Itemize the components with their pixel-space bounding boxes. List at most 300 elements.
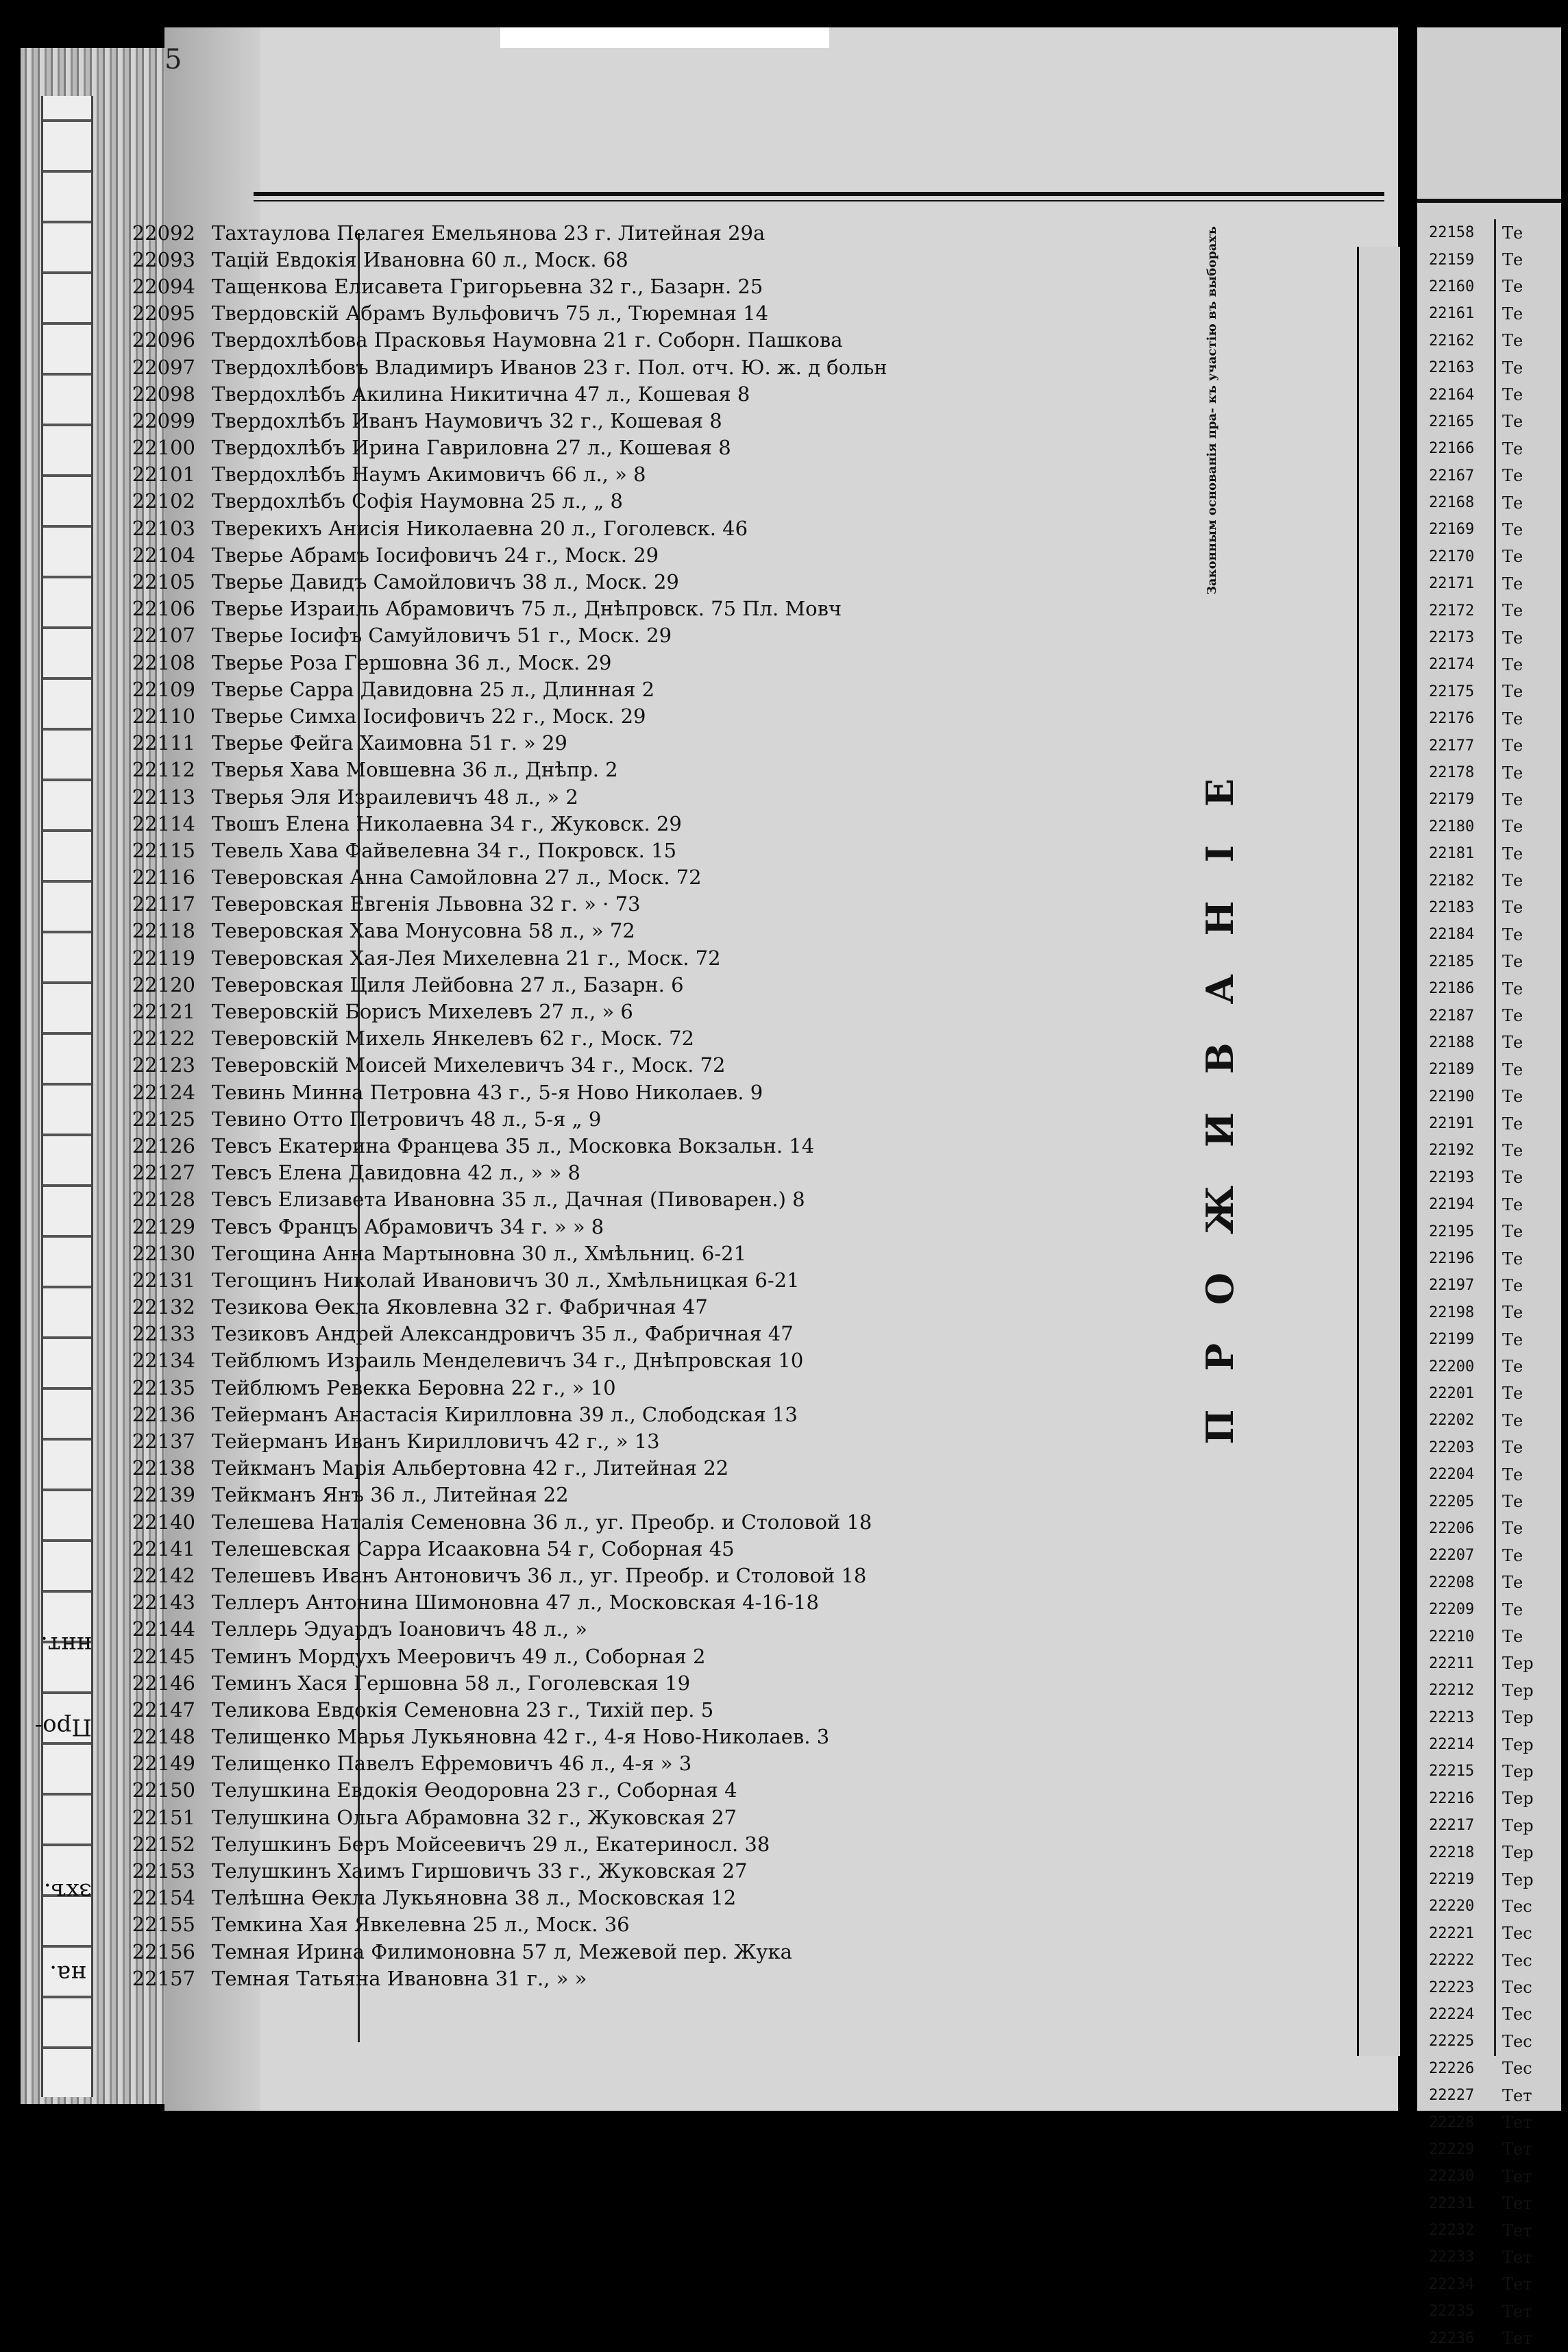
- entry-text: Твердохлѣбовъ Владимиръ Иванов 23 г. Пол. отч. Ю. ж. д больн: [212, 355, 887, 379]
- adjacent-entry: [1429, 273, 1534, 300]
- entry-text: Тверье Абрамъ Іосифовичъ 24 г., Моск. 29: [212, 543, 659, 567]
- entry-text: Те: [1502, 709, 1523, 728]
- entry-text: Телищенко Павелъ Ефремовичъ 46 л., 4-я » 3: [212, 1752, 692, 1776]
- entry-text: Те: [1502, 1114, 1523, 1134]
- register-entry: [103, 354, 887, 380]
- entry-text: Тер: [1502, 1789, 1534, 1809]
- adjacent-entry: [1429, 1758, 1534, 1785]
- register-entry: [103, 1669, 887, 1696]
- entry-number: 22229: [1429, 2140, 1475, 2158]
- entry-text: Тверье Сарра Давидовна 25 л., Длинная 2: [212, 677, 655, 701]
- entry-number: 22221: [1429, 1924, 1475, 1942]
- register-entry: [103, 541, 887, 568]
- register-entry: [103, 1724, 887, 1750]
- entry-number: 22127: [132, 1161, 195, 1185]
- entry-text: Темная Ирина Филимоновна 57 л, Межевой пер. Жука: [212, 1939, 792, 1963]
- entry-number: 22094: [132, 274, 195, 298]
- register-entry: [103, 1911, 887, 1938]
- entry-number: 22132: [132, 1295, 195, 1319]
- entry-number: 22173: [1429, 629, 1475, 647]
- entry-number: 22166: [1429, 440, 1475, 458]
- entry-text: Те: [1502, 1087, 1523, 1107]
- entry-number: 22124: [132, 1080, 195, 1104]
- entry-text: Тевсъ Елизавета Ивановна 35 л., Дачная (Пивоварен.) 8: [212, 1188, 805, 1212]
- entry-number: 22196: [1429, 1250, 1475, 1268]
- entry-number: 22230: [1429, 2168, 1475, 2185]
- entry-number: 22236: [1429, 2329, 1475, 2347]
- entry-number: 22220: [1429, 1898, 1475, 1915]
- adjacent-entry: [1429, 2163, 1534, 2190]
- entry-text: Те: [1502, 519, 1523, 539]
- entry-text: Тегощина Анна Мартыновна 30 л., Хмѣльниц. 6-21: [212, 1241, 747, 1265]
- register-entry: [103, 757, 887, 783]
- adjacent-entry: [1429, 354, 1534, 381]
- entry-text: Твошъ Елена Николаевна 34 г., Жуковск. 29: [212, 811, 682, 835]
- entry-text: Те: [1502, 682, 1523, 702]
- register-entry: [103, 461, 887, 488]
- entry-text: Те: [1502, 628, 1523, 648]
- adjacent-entry: [1429, 1623, 1534, 1650]
- entry-number: 22176: [1429, 710, 1475, 728]
- edge-fragment: Про-: [34, 1713, 92, 1741]
- fore-edge-strip: [34, 96, 93, 2097]
- adjacent-entry: [1429, 732, 1534, 759]
- entry-number: 22135: [132, 1375, 195, 1399]
- adjacent-entry: [1429, 1731, 1534, 1758]
- register-entry: [103, 1132, 887, 1159]
- entry-number: 22168: [1429, 494, 1475, 512]
- register-entry: [103, 1347, 887, 1374]
- adjacent-entry: [1429, 1299, 1534, 1326]
- adjacent-entry: [1429, 1326, 1534, 1353]
- entry-number: 22178: [1429, 764, 1475, 781]
- entry-number: 22140: [132, 1510, 195, 1534]
- entry-text: Тевсъ Екатерина Францева 35 л., Московка Вокзальн. 14: [212, 1134, 815, 1157]
- entry-number: 22116: [132, 866, 195, 890]
- entry-text: Тевинь Минна Петровна 43 г., 5-я Ново Николаев. 9: [212, 1080, 763, 1104]
- register-entry: [103, 1052, 887, 1079]
- adjacent-entry: [1429, 1542, 1534, 1569]
- entry-text: Теверовская Евгенія Львовна 32 г. » · 73: [212, 892, 641, 916]
- entry-text: Тейблюмъ Ревекка Беровна 22 г., » 10: [212, 1375, 616, 1399]
- entry-number: 22226: [1429, 2059, 1475, 2077]
- adjacent-entry: [1429, 435, 1534, 462]
- entry-text: Теллеръ Антонина Шимоновна 47 л., Московская 4-16-18: [212, 1591, 819, 1615]
- entry-text: Теверовскій Борисъ Михелевъ 27 л., » 6: [212, 1000, 633, 1024]
- adjacent-entry: [1429, 2028, 1534, 2055]
- entry-number: 22141: [132, 1536, 195, 1560]
- entry-number: 22154: [132, 1886, 195, 1910]
- entry-text: Тезикова Ѳекла Яковлевна 32 г. Фабричная 47: [212, 1295, 708, 1319]
- adjacent-entry: [1429, 1434, 1534, 1461]
- entry-number: 22092: [132, 221, 195, 245]
- entry-text: Тер: [1502, 1735, 1534, 1754]
- adjacent-entry: [1429, 1218, 1534, 1245]
- adjacent-entry: [1429, 219, 1534, 246]
- entry-text: Твердохлѣбъ Наумъ Акимовичъ 66 л., » 8: [212, 463, 646, 487]
- entry-number: 22234: [1429, 2275, 1475, 2293]
- entry-text: Твердохлѣбова Прасковья Наумовна 21 г. Соборн. Пашкова: [212, 328, 843, 352]
- entry-text: Те: [1502, 412, 1523, 432]
- entry-number: 22143: [132, 1591, 195, 1615]
- adjacent-entry: [1429, 1407, 1534, 1434]
- adjacent-entry: [1429, 1110, 1534, 1137]
- entry-number: 22225: [1429, 2033, 1475, 2050]
- entry-number: 22150: [132, 1778, 195, 1802]
- entry-text: Тацій Евдокія Ивановна 60 л., Моск. 68: [212, 247, 628, 271]
- entry-text: Тевель Хава Файвелевна 34 г., Покровск. 15: [212, 838, 677, 862]
- register-entry: [103, 864, 887, 891]
- adjacent-entry: [1429, 597, 1534, 624]
- entry-text: Телешева Наталія Семеновна 36 л., уг. Преобр. и Столовой 18: [212, 1510, 872, 1534]
- entry-number: 22219: [1429, 1871, 1475, 1889]
- entry-number: 22138: [132, 1456, 195, 1480]
- register-entry: [103, 810, 887, 837]
- entry-number: 22131: [132, 1268, 195, 1292]
- entry-text: Твердохлѣбъ Акилина Никитична 47 л., Кошевая 8: [212, 382, 750, 406]
- entry-text: Тверье Фейга Хаимовна 51 г. » 29: [212, 731, 567, 755]
- entry-text: Те: [1502, 1195, 1523, 1214]
- entry-text: Те: [1502, 1006, 1523, 1026]
- register-entry: [103, 1643, 887, 1669]
- entry-number: 22202: [1429, 1412, 1475, 1430]
- entry-number: 22200: [1429, 1358, 1475, 1375]
- entry-number: 22105: [132, 570, 195, 594]
- adjacent-entry: [1429, 2082, 1534, 2109]
- entry-text: Телушкинъ Беръ Мойсеевичъ 29 л., Екатериносл. 38: [212, 1832, 770, 1856]
- entry-text: Тверья Эля Израилевичъ 48 л., » 2: [212, 785, 578, 809]
- entry-text: Тейкманъ Янъ 36 л., Литейная 22: [212, 1483, 569, 1507]
- entry-text: Тет: [1502, 2166, 1532, 2186]
- entry-text: Те: [1502, 924, 1523, 944]
- adjacent-entry: [1429, 1029, 1534, 1056]
- entry-text: Те: [1502, 1033, 1523, 1053]
- header-rule: [254, 192, 1384, 196]
- entry-number: 22233: [1429, 2249, 1475, 2266]
- entry-number: 22134: [132, 1349, 195, 1373]
- register-entry: [103, 998, 887, 1025]
- entry-number: 22117: [132, 892, 195, 916]
- entry-number: 22228: [1429, 2114, 1475, 2131]
- entry-text: Те: [1502, 547, 1523, 567]
- entry-number: 22180: [1429, 818, 1475, 835]
- register-entry: [103, 1535, 887, 1562]
- adjacent-entry: [1429, 1353, 1534, 1380]
- adjacent-entry: [1429, 1461, 1534, 1488]
- adjacent-entry: [1429, 300, 1534, 327]
- register-entry: [103, 568, 887, 595]
- entry-number: 22182: [1429, 872, 1475, 890]
- entry-number: 22169: [1429, 521, 1475, 539]
- entry-number: 22146: [132, 1671, 195, 1695]
- register-entry: [103, 622, 887, 649]
- entry-text: Теминъ Мордухъ Мееровичъ 49 л., Соборная 2: [212, 1644, 706, 1668]
- entry-text: Твердохлѣбъ Ирина Гавриловна 27 л., Кошевая 8: [212, 436, 731, 460]
- register-entry: [103, 1213, 887, 1240]
- entry-number: 22130: [132, 1241, 195, 1265]
- entry-number: 22125: [132, 1107, 195, 1131]
- entry-number: 22231: [1429, 2194, 1475, 2212]
- register-entry: [103, 1294, 887, 1321]
- entry-text: Те: [1502, 1600, 1523, 1619]
- register-entry: [103, 1186, 887, 1213]
- adjacent-entry: [1429, 1083, 1534, 1110]
- entry-number: 22137: [132, 1430, 195, 1454]
- entry-text: Те: [1502, 1168, 1523, 1188]
- entry-number: 22152: [132, 1832, 195, 1856]
- entry-number: 22193: [1429, 1168, 1475, 1186]
- entry-text: Те: [1502, 493, 1523, 513]
- side-column-title: ПРОЖИВАНІЕ: [1198, 740, 1242, 1445]
- entry-text: Те: [1502, 844, 1523, 863]
- entry-text: Те: [1502, 763, 1523, 783]
- entry-number: 22144: [132, 1617, 195, 1641]
- edge-fragment: ннт.: [40, 1631, 92, 1658]
- entry-text: Тер: [1502, 1815, 1534, 1835]
- entry-number: 22155: [132, 1913, 195, 1937]
- entry-number: 22161: [1429, 305, 1475, 323]
- entry-number: 22120: [132, 972, 195, 996]
- entry-number: 22097: [132, 355, 195, 379]
- entry-number: 22128: [132, 1188, 195, 1212]
- entry-number: 22149: [132, 1752, 195, 1776]
- entry-number: 22110: [132, 704, 195, 728]
- register-entry: [103, 1562, 887, 1589]
- entry-number: 22189: [1429, 1061, 1475, 1079]
- entry-number: 22207: [1429, 1547, 1475, 1565]
- entry-number: 22210: [1429, 1628, 1475, 1645]
- entry-text: Тейерманъ Иванъ Кирилловичъ 42 г., » 13: [212, 1430, 660, 1454]
- register-entry: [103, 1508, 887, 1535]
- register-entry: [103, 1589, 887, 1616]
- entry-text: Тес: [1502, 1950, 1532, 1970]
- page-marker: 5: [164, 44, 182, 75]
- entry-number: 22213: [1429, 1708, 1475, 1726]
- edge-fragment: на.: [49, 1960, 86, 1987]
- register-entry: [103, 1428, 887, 1454]
- entry-text: Тверье Израиль Абрамовичъ 75 л., Днѣпровск. 75 Пл. Мовч: [212, 597, 842, 621]
- entry-text: Тегощинъ Николай Ивановичъ 30 л., Хмѣльницкая 6-21: [212, 1268, 800, 1292]
- adjacent-entry: [1429, 1785, 1534, 1812]
- entry-number: 22167: [1429, 467, 1475, 485]
- entry-text: Те: [1502, 979, 1523, 999]
- entry-text: Тейерманъ Анастасія Кирилловна 39 л., Слободская 13: [212, 1402, 798, 1426]
- entry-number: 22102: [132, 489, 195, 513]
- entry-text: Телищенко Марья Лукьяновна 42 г., 4-я Ново-Николаев. 3: [212, 1725, 830, 1749]
- entry-text: Тевино Отто Петровичъ 48 л., 5-я „ 9: [212, 1107, 602, 1131]
- register-entry: [103, 407, 887, 434]
- entry-number: 22162: [1429, 332, 1475, 350]
- entry-text: Тверье Давидъ Самойловичъ 38 л., Моск. 29: [212, 570, 679, 594]
- entry-text: Твердохлѣбъ Иванъ Наумовичъ 32 г., Кошевая 8: [212, 408, 722, 432]
- entry-text: Теверовская Хая-Лея Михелевна 21 г., Моск. 72: [212, 946, 721, 970]
- register-entry: [103, 515, 887, 541]
- entry-text: Тащенкова Елисавета Григорьевна 32 г., Базарн. 25: [212, 274, 763, 298]
- register-entry: [103, 702, 887, 729]
- adjacent-entry: [1429, 1002, 1534, 1029]
- entry-text: Те: [1502, 1545, 1523, 1565]
- entry-number: 22232: [1429, 2222, 1475, 2240]
- entry-number: 22208: [1429, 1573, 1475, 1591]
- entry-number: 22187: [1429, 1007, 1475, 1025]
- entry-number: 22095: [132, 302, 195, 326]
- entry-text: Те: [1502, 1384, 1523, 1404]
- entry-text: Те: [1502, 654, 1523, 674]
- entry-text: Тет: [1502, 2085, 1532, 2105]
- register-entry: [103, 1804, 887, 1830]
- entry-text: Тес: [1502, 2005, 1532, 2024]
- adjacent-entry: [1429, 2055, 1534, 2082]
- adjacent-entry: [1429, 840, 1534, 867]
- adjacent-entry: [1429, 1920, 1534, 1947]
- entry-number: 22163: [1429, 359, 1475, 377]
- entry-number: 22227: [1429, 2087, 1475, 2105]
- entry-text: Тейкманъ Марія Альбертовна 42 г., Литейная 22: [212, 1456, 729, 1480]
- entry-number: 22156: [132, 1939, 195, 1963]
- entry-number: 22218: [1429, 1843, 1475, 1861]
- entry-number: 22181: [1429, 845, 1475, 863]
- register-entry: [103, 327, 887, 354]
- entry-number: 22108: [132, 650, 195, 674]
- entry-text: Те: [1502, 1303, 1523, 1323]
- entry-number: 22103: [132, 516, 195, 540]
- entry-number: 22148: [132, 1725, 195, 1749]
- entry-number: 22184: [1429, 926, 1475, 944]
- entry-number: 22111: [132, 731, 195, 755]
- entry-number: 22194: [1429, 1196, 1475, 1214]
- entry-number: 22104: [132, 543, 195, 567]
- entry-text: Те: [1502, 331, 1523, 351]
- entry-number: 22145: [132, 1644, 195, 1668]
- adjacent-entry: [1429, 651, 1534, 678]
- entry-number: 22129: [132, 1214, 195, 1238]
- adjacent-entry: [1429, 543, 1534, 570]
- adjacent-entry: [1429, 894, 1534, 921]
- entry-text: Тес: [1502, 1924, 1532, 1944]
- adjacent-entry: [1429, 786, 1534, 813]
- register-entry: [103, 783, 887, 810]
- entry-text: Те: [1502, 277, 1523, 297]
- entry-text: Те: [1502, 304, 1523, 323]
- adjacent-entry: [1429, 2217, 1534, 2244]
- entry-text: Тевсъ Елена Давидовна 42 л., » » 8: [212, 1161, 580, 1185]
- register-entry: [103, 1830, 887, 1857]
- entry-number: 22170: [1429, 548, 1475, 565]
- adjacent-entry: [1429, 1704, 1534, 1730]
- adjacent-entry: [1429, 2244, 1534, 2270]
- adjacent-entry: [1429, 705, 1534, 732]
- adjacent-entry: [1429, 2190, 1534, 2217]
- register-entry: [103, 246, 887, 273]
- entry-text: Те: [1502, 1410, 1523, 1430]
- entry-text: Телѣшна Ѳекла Лукьяновна 38 л., Московская 12: [212, 1886, 737, 1910]
- entry-number: 22212: [1429, 1682, 1475, 1700]
- register-entry: [103, 1857, 887, 1884]
- register-entry: [103, 1885, 887, 1911]
- entry-text: Те: [1502, 736, 1523, 756]
- register-entry: [103, 300, 887, 327]
- entry-number: 22123: [132, 1053, 195, 1077]
- entry-text: Те: [1502, 1222, 1523, 1242]
- entry-number: 22206: [1429, 1519, 1475, 1537]
- adjacent-entry: [1429, 813, 1534, 840]
- entry-number: 22160: [1429, 278, 1475, 295]
- entry-text: Те: [1502, 1357, 1523, 1377]
- entry-text: Тес: [1502, 2059, 1532, 2079]
- entry-number: 22203: [1429, 1438, 1475, 1456]
- entry-number: 22158: [1429, 224, 1475, 242]
- header-rule-thin: [254, 200, 1384, 201]
- entry-text: Тер: [1502, 1680, 1534, 1700]
- register-entry: [103, 944, 887, 971]
- entry-number: 22198: [1429, 1303, 1475, 1321]
- edge-fragment: зхъ.: [43, 1878, 92, 1905]
- entry-text: Те: [1502, 952, 1523, 972]
- entry-number: 22113: [132, 785, 195, 809]
- entry-text: Тверье Симха Іосифовичъ 22 г., Моск. 29: [212, 704, 646, 728]
- adjacent-entry: [1429, 246, 1534, 273]
- entry-text: Те: [1502, 1627, 1523, 1646]
- entry-number: 22224: [1429, 2005, 1475, 2023]
- adjacent-entry: [1429, 570, 1534, 597]
- entry-number: 22179: [1429, 791, 1475, 809]
- entry-number: 22115: [132, 838, 195, 862]
- entry-number: 22185: [1429, 953, 1475, 970]
- entry-number: 22211: [1429, 1654, 1475, 1672]
- adjacent-entry: [1429, 1137, 1534, 1164]
- entry-number: 22099: [132, 408, 195, 432]
- entry-number: 22214: [1429, 1736, 1475, 1754]
- entry-number: 22199: [1429, 1331, 1475, 1349]
- entry-text: Те: [1502, 1059, 1523, 1079]
- entry-text: Те: [1502, 358, 1523, 378]
- entry-text: Тер: [1502, 1654, 1534, 1674]
- entry-number: 22171: [1429, 575, 1475, 593]
- entry-text: Те: [1502, 439, 1523, 458]
- adjacent-entry: [1429, 759, 1534, 786]
- entry-text: Те: [1502, 1465, 1523, 1484]
- entry-text: Те: [1502, 601, 1523, 621]
- entry-number: 22122: [132, 1027, 195, 1051]
- entry-number: 22165: [1429, 413, 1475, 430]
- entry-number: 22106: [132, 597, 195, 621]
- entry-number: 22190: [1429, 1088, 1475, 1105]
- register-entry: [103, 1374, 887, 1401]
- entry-number: 22201: [1429, 1384, 1475, 1402]
- entry-number: 22151: [132, 1805, 195, 1829]
- entry-text: Тверекихъ Анисія Николаевна 20 л., Гоголевск. 46: [212, 516, 748, 540]
- register-entry: [103, 918, 887, 944]
- entry-text: Тет: [1502, 2140, 1532, 2159]
- adjacent-entry: [1429, 489, 1534, 516]
- adjacent-entry: [1429, 1569, 1534, 1596]
- entry-text: Телушкинъ Хаимъ Гиршовичъ 33 г., Жуковская 27: [212, 1859, 748, 1883]
- adjacent-entry: [1429, 1866, 1534, 1893]
- entry-number: 22136: [132, 1402, 195, 1426]
- entry-number: 22188: [1429, 1033, 1475, 1051]
- entry-text: Те: [1502, 871, 1523, 891]
- entry-text: Тевсъ Францъ Абрамовичъ 34 г. » » 8: [212, 1214, 604, 1238]
- entry-number: 22112: [132, 758, 195, 782]
- entry-text: Твердовскій Абрамъ Вульфовичъ 75 л., Тюремная 14: [212, 302, 769, 326]
- entry-text: Телушкина Ольга Абрамовна 32 г., Жуковская 27: [212, 1805, 737, 1829]
- entry-text: Телешевъ Иванъ Антоновичъ 36 л., уг. Преобр. и Столовой 18: [212, 1563, 867, 1587]
- entry-text: Тес: [1502, 1896, 1532, 1916]
- adjacent-entry: [1429, 1164, 1534, 1191]
- adjacent-entry: [1429, 2136, 1534, 2163]
- entry-number: 22223: [1429, 1979, 1475, 1996]
- adjacent-entry: [1429, 328, 1534, 354]
